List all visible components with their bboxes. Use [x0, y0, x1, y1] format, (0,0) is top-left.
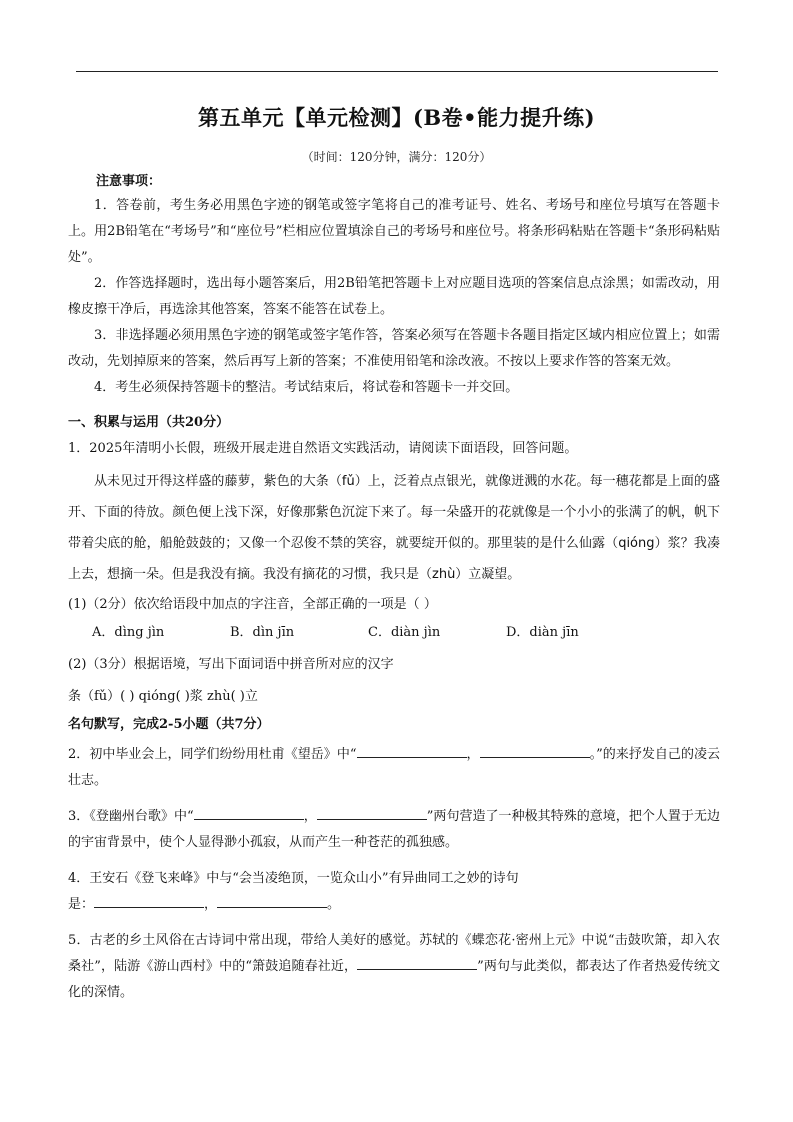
exam-title: 第五单元【单元检测】(B卷•能力提升练) — [197, 105, 596, 130]
question-4-blank-1[interactable] — [94, 892, 204, 908]
question-4-text-c: ， — [204, 897, 218, 912]
question-2-blank-2[interactable] — [480, 742, 590, 758]
question-3-text-a: 3．《登幽州台歌》中“ — [68, 809, 194, 824]
question-5-text-a: 5．古老的乡土风俗在古诗词中常出现，带给人美好的感觉。苏轼的《蝶恋花·密州上元》中说“击鼓吹箫，却入农桑社”，陆游《游山西村》中的“箫鼓追随春社近， — [68, 933, 720, 974]
section-2-heading: 名句默写，完成2-5小题（共7分） — [68, 717, 270, 732]
question-5-blank-1[interactable] — [357, 954, 477, 970]
header-rule — [76, 71, 718, 72]
question-2-text-a: 2．初中毕业会上，同学们纷纷用杜甫《望岳》中“ — [68, 747, 357, 762]
question-3 — [68, 804, 720, 856]
question-2 — [68, 742, 720, 794]
question-3-blank-2[interactable] — [317, 804, 427, 820]
question-1-parts — [68, 592, 720, 710]
question-4-blank-2[interactable] — [217, 892, 327, 908]
option-d[interactable]: D．diàn jīn — [506, 625, 579, 640]
option-a[interactable]: A．dìng jìn — [92, 625, 165, 640]
notice-heading: 注意事项： — [96, 174, 162, 189]
question-4-text-a: 4．王安石《登飞来峰》中与“会当凌绝顶，一览众山小”有异曲同工之妙的诗句 — [68, 871, 519, 886]
question-1-1: (1)（2分）依次给语段中加点的字注音，全部正确的一项是（ ） — [68, 597, 437, 612]
exam-subtitle: （时间：120分钟，满分：120分） — [301, 150, 492, 164]
question-1-2: (2)（3分）根据语境，写出下面词语中拼音所对应的汉字 — [68, 657, 394, 672]
question-4-text-d: 。 — [327, 897, 341, 912]
passage-text: 从未见过开得这样盛的藤萝，紫色的大条（fǔ）上，泛着点点银光，就像迸溅的水花。每一穗花都是上面的盛开、下面的待放。颜色便上浅下深，好像那紫色沉淀下来了。每一朵盛开的花就像是一个小小的张满了的帆，帆下带着尖底的舱，船舱鼓鼓的；又像一个忍俊不禁的笑容，就要绽开似的。那里装的是什么仙露（qióng）浆？我凑上去，想摘一朵。但是我没有摘。我没有摘花的习惯，我只是（zhù）立凝望。 — [68, 474, 720, 582]
question-2-text-b: ， — [466, 747, 480, 762]
notice-item-3: 3．非选择题必须用黑色字迹的钢笔或签字笔作答，答案必须写在答题卡各题目指定区域内相应位置上；如需改动，先划掉原来的答案，然后再写上新的答案；不准使用铅笔和涂改液。不按以上要求作答的答案无效。 — [68, 328, 720, 369]
question-1-1-options — [68, 620, 720, 646]
option-c[interactable]: C．diàn jìn — [368, 625, 441, 640]
option-b[interactable]: B．dìn jīn — [230, 625, 295, 640]
notice-list — [68, 193, 720, 401]
question-1-2-blanks[interactable]: 条（fǔ）( ) qióng( )浆 zhù( )立 — [68, 689, 258, 704]
question-4 — [68, 866, 720, 918]
question-1-intro: 1．2025年清明小长假，班级开展走进自然语文实践活动，请阅读下面语段，回答问题。 — [68, 441, 578, 456]
section-1-heading: 一、积累与运用（共20分） — [68, 415, 230, 430]
notice-item-1: 1．答卷前，考生务必用黑色字迹的钢笔或签字笔将自己的准考证号、姓名、考场号和座位号填写在答题卡上。用2B铅笔在“考场号”和“座位号”栏相应位置填涂自己的考场号和座位号。将条形码粘贴在答题卡“条形码粘贴处”。 — [68, 198, 720, 265]
question-3-text-b: ， — [303, 809, 317, 824]
question-2-blank-1[interactable] — [357, 742, 467, 758]
question-3-blank-1[interactable] — [194, 804, 304, 820]
notice-item-2: 2．作答选择题时，选出每小题答案后，用2B铅笔把答题卡上对应题目选项的答案信息点涂黑；如需改动，用橡皮擦干净后，再选涂其他答案，答案不能答在试卷上。 — [68, 276, 720, 317]
question-2-text-c: 。”的来抒发自己的凌云壮志。 — [68, 747, 720, 788]
question-5-text-b: ”两句与此类似，都表达了作者热爱传统文化的深情。 — [68, 959, 720, 1000]
notice-item-4: 4．考生必须保持答题卡的整洁。考试结束后，将试卷和答题卡一并交回。 — [94, 380, 519, 395]
question-5 — [68, 928, 720, 1006]
reading-passage — [68, 466, 720, 590]
question-3-text-c: ”两句营造了一种极其特殊的意境，把个人置于无边的宇宙背景中，使个人显得渺小孤寂，从而产生一种苍茫的孤独感。 — [68, 809, 720, 850]
section-1 — [68, 410, 720, 462]
section-2 — [68, 712, 720, 1006]
question-4-text-b: 是： — [68, 897, 95, 912]
